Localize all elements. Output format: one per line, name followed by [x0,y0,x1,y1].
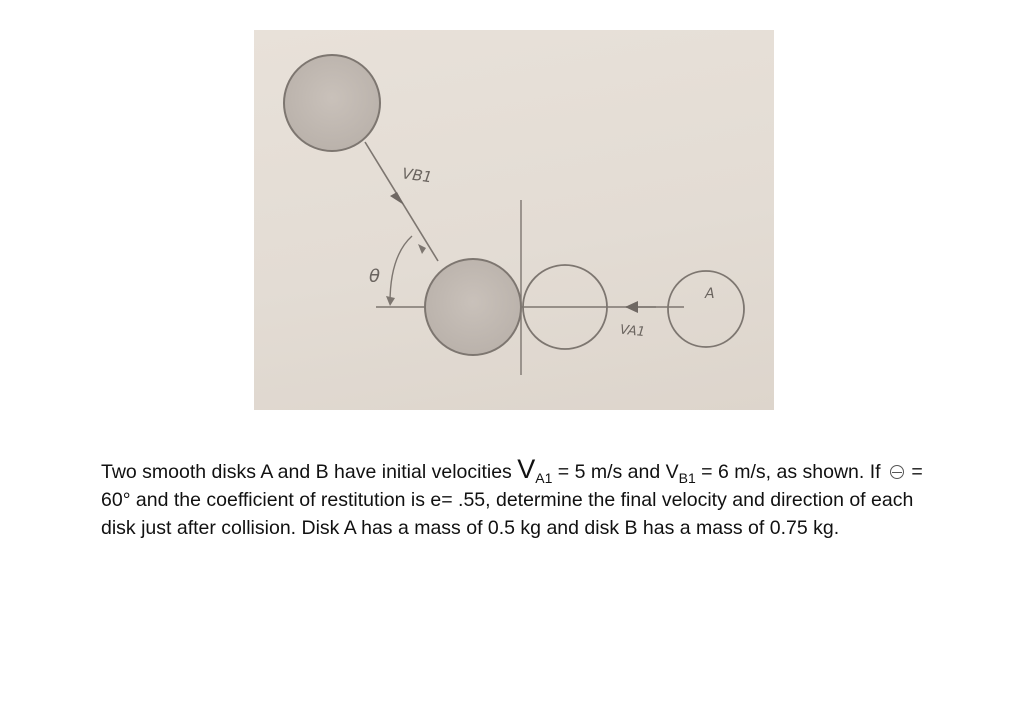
va1-arrowhead [625,301,638,313]
theta-arc [390,236,412,303]
va-subscript: A1 [535,470,553,486]
label-vb1: VB1 [401,164,434,187]
problem-text-part2: = 5 m/s and V [552,461,679,483]
problem-statement [101,454,941,542]
collision-diagram [254,30,774,410]
problem-text-part4: = 60° and the coefficient of restitution is e= .55, determine the final velocity and direction of each disk just after collision. Disk A has a mass of 0.5 kg and disk B has a mass of 0.75 kg. [101,461,923,539]
disk-a-initial [668,271,744,347]
label-va1: VA1 [619,322,646,341]
va-symbol: V [517,454,536,484]
theta-arrowhead-upper [418,244,426,254]
problem-text-part1: Two smooth disks A and B have initial velocities [101,461,518,483]
theta-icon [890,465,904,479]
label-disk-a: A [705,286,715,302]
problem-diagram-photo [254,30,774,410]
disk-b-collision [425,259,521,355]
problem-text-part3: = 6 m/s, as shown. If [695,461,886,483]
vb-subscript: B1 [678,470,696,486]
disk-b-initial [284,55,380,151]
vb1-arrowhead [390,192,404,205]
label-theta: θ [369,266,381,287]
theta-arrowhead-lower [386,296,395,306]
